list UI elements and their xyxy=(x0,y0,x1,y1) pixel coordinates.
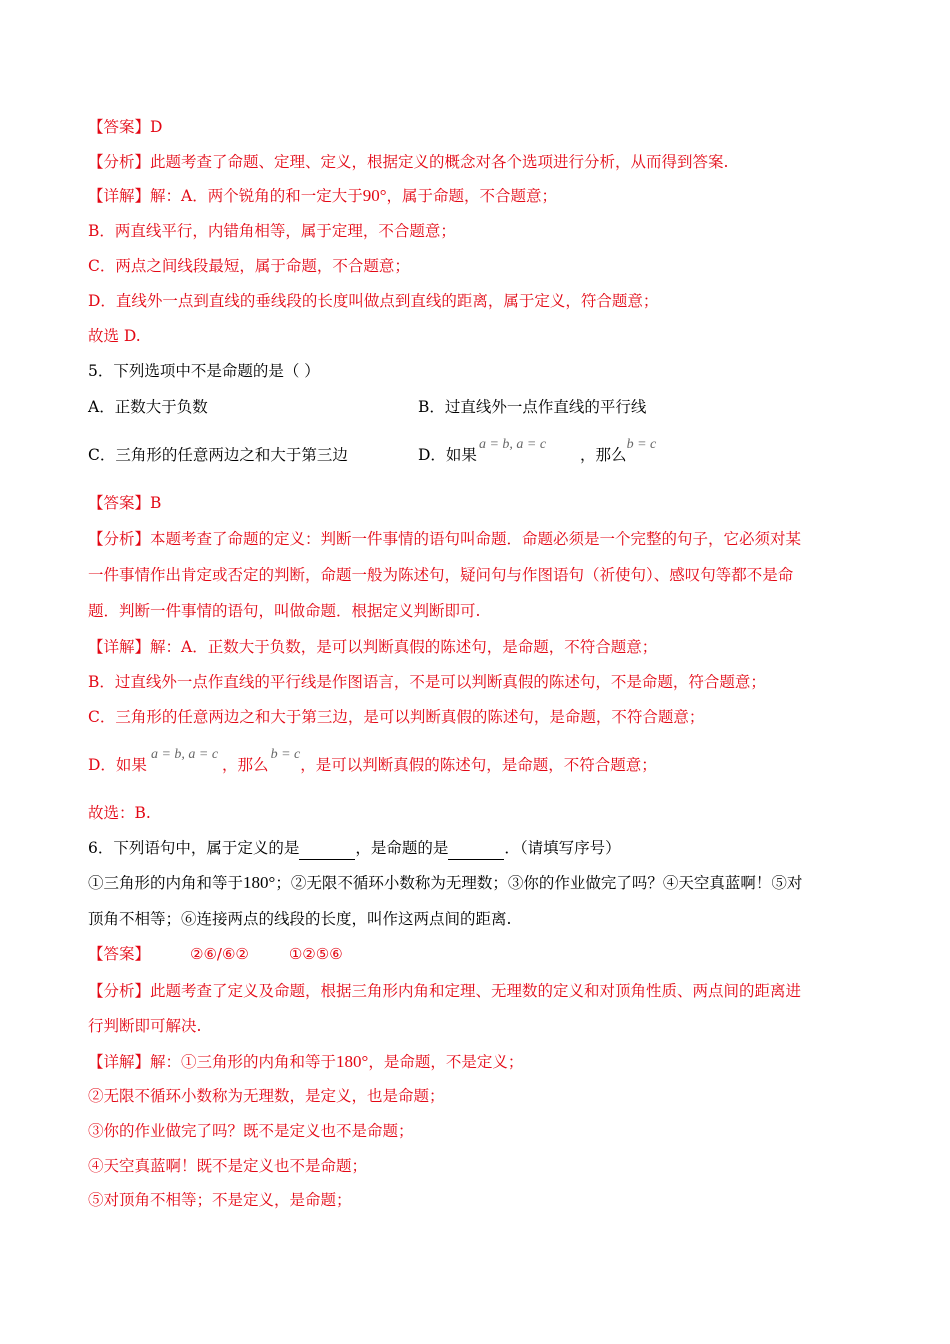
q5-stem: 5．下列选项中不是命题的是（ ） xyxy=(88,362,320,380)
analysis-label: 【分析】 xyxy=(88,153,151,171)
q5-conclusion: 故选：B. xyxy=(88,804,151,822)
q5-option-b: B．过直线外一点作直线的平行线 xyxy=(418,398,647,416)
q4-detail-c: C．两点之间线段最短，属于命题，不合题意； xyxy=(88,257,410,275)
q6-detail-1 xyxy=(88,1051,523,1073)
detail-text: ，是可以判断真假的陈述句，是命题，不符合题意； xyxy=(300,756,657,774)
q6-stem xyxy=(88,837,621,860)
detail-text: ，是命题，不是定义； xyxy=(368,1053,524,1071)
q6-detail-4: ④天空真蓝啊！既不是定义也不是命题； xyxy=(88,1157,368,1175)
detail-text: D．如果 xyxy=(88,756,147,774)
q5-detail-b: B．过直线外一点作直线的平行线是作图语言，不是可以判断真假的陈述句，不是命题，符合题意； xyxy=(88,673,766,691)
items-text: ；②无限不循环小数称为无理数；③你的作业做完了吗？④天空真蓝啊！⑤对 xyxy=(275,874,803,892)
items-text: ①三角形的内角和等于 xyxy=(88,874,244,892)
q4-analysis xyxy=(88,151,728,173)
detail-text: ，那么 xyxy=(222,756,269,774)
detail-text: 解：A．正数大于负数，是可以判断真假的陈述句，是命题，不符合题意； xyxy=(150,638,658,656)
degree-90: 90° xyxy=(362,186,387,205)
analysis-label: 【分析】 xyxy=(88,530,151,548)
q5-detail-c: C．三角形的任意两边之和大于第三边，是可以判断真假的陈述句，是命题，不符合题意； xyxy=(88,708,705,726)
q5-analysis-1 xyxy=(88,528,801,550)
q6-detail-5: ⑤对顶角不相等；不是定义，是命题； xyxy=(88,1191,352,1209)
stem-text: ．（请填写序号） xyxy=(504,839,621,857)
blank-definition xyxy=(299,837,355,860)
q6-detail-2: ②无限不循环小数称为无理数，是定义，也是命题； xyxy=(88,1087,445,1105)
degree-180: 180° xyxy=(243,873,276,892)
answer-label: 【答案】 xyxy=(88,494,151,512)
q4-detail-b: B．两直线平行，内错角相等，属于定理，不合题意； xyxy=(88,222,456,240)
equation-a-b-a-c: a = b, a = c xyxy=(478,437,547,452)
answer-value: D xyxy=(150,118,163,136)
q5-analysis-2: 一件事情作出肯定或否定的判断，命题一般为陈述句，疑问句与作图语句（祈使句）、感叹句等都不是命 xyxy=(88,566,794,584)
q6-items-1 xyxy=(88,872,802,894)
answer-value: B xyxy=(150,494,162,512)
answer-label: 【答案】 xyxy=(88,945,151,963)
q6-items-2: 顶角不相等；⑥连接两点的线段的长度，叫作这两点间的距离. xyxy=(88,910,512,928)
option-d-text: D．如果 xyxy=(418,446,477,464)
answer-label: 【答案】 xyxy=(88,118,151,136)
equation-b-c: b = c xyxy=(626,437,657,452)
q6-answer xyxy=(88,943,343,965)
detail-label: 【详解】 xyxy=(88,187,151,205)
analysis-text: 本题考查了命题的定义：判断一件事情的语句叫命题．命题必须是一个完整的句子，它必须对某 xyxy=(150,530,802,548)
detail-text: 解：①三角形的内角和等于 xyxy=(150,1053,337,1071)
q6-detail-3: ③你的作业做完了吗？既不是定义也不是命题； xyxy=(88,1122,414,1140)
stem-text: ，是命题的是 xyxy=(355,839,449,857)
q6-analysis-1 xyxy=(88,980,801,1002)
q5-option-a: A．正数大于负数 xyxy=(88,398,208,416)
detail-text: 解：A．两个锐角的和一定大于 xyxy=(150,187,363,205)
q5-detail-a xyxy=(88,636,657,658)
stem-text: 6．下列语句中，属于定义的是 xyxy=(88,839,300,857)
q4-detail-d: D．直线外一点到直线的垂线段的长度叫做点到直线的距离，属于定义，符合题意； xyxy=(88,292,659,310)
analysis-text: 此题考查了命题、定理、定义，根据定义的概念对各个选项进行分析，从而得到答案. xyxy=(150,153,729,171)
blank-proposition xyxy=(448,837,504,860)
q5-analysis-3: 题．判断一件事情的语句，叫做命题．根据定义判断即可. xyxy=(88,602,481,620)
q5-answer xyxy=(88,492,161,514)
detail-label: 【详解】 xyxy=(88,638,151,656)
equation-b-c: b = c xyxy=(270,747,301,762)
q5-option-c: C．三角形的任意两边之和大于第三边 xyxy=(88,446,348,464)
q4-conclusion: 故选 D. xyxy=(88,327,141,345)
detail-label: 【详解】 xyxy=(88,1053,151,1071)
q6-analysis-2: 行判断即可解决. xyxy=(88,1017,202,1035)
answer-value-2: ①②⑤⑥ xyxy=(288,945,343,963)
q4-detail-a xyxy=(88,185,557,207)
detail-text: ，属于命题，不合题意； xyxy=(386,187,558,205)
q5-option-d xyxy=(418,437,657,468)
answer-value-1: ②⑥/⑥② xyxy=(190,945,249,963)
equation-a-b-a-c: a = b, a = c xyxy=(150,747,219,762)
analysis-label: 【分析】 xyxy=(88,982,151,1000)
degree-180: 180° xyxy=(336,1052,369,1071)
q5-detail-d xyxy=(88,747,657,778)
option-d-text: ，那么 xyxy=(580,446,627,464)
analysis-text: 此题考查了定义及命题，根据三角形内角和定理、无理数的定义和对顶角性质、两点间的距离进 xyxy=(150,982,802,1000)
q4-answer xyxy=(88,116,162,138)
